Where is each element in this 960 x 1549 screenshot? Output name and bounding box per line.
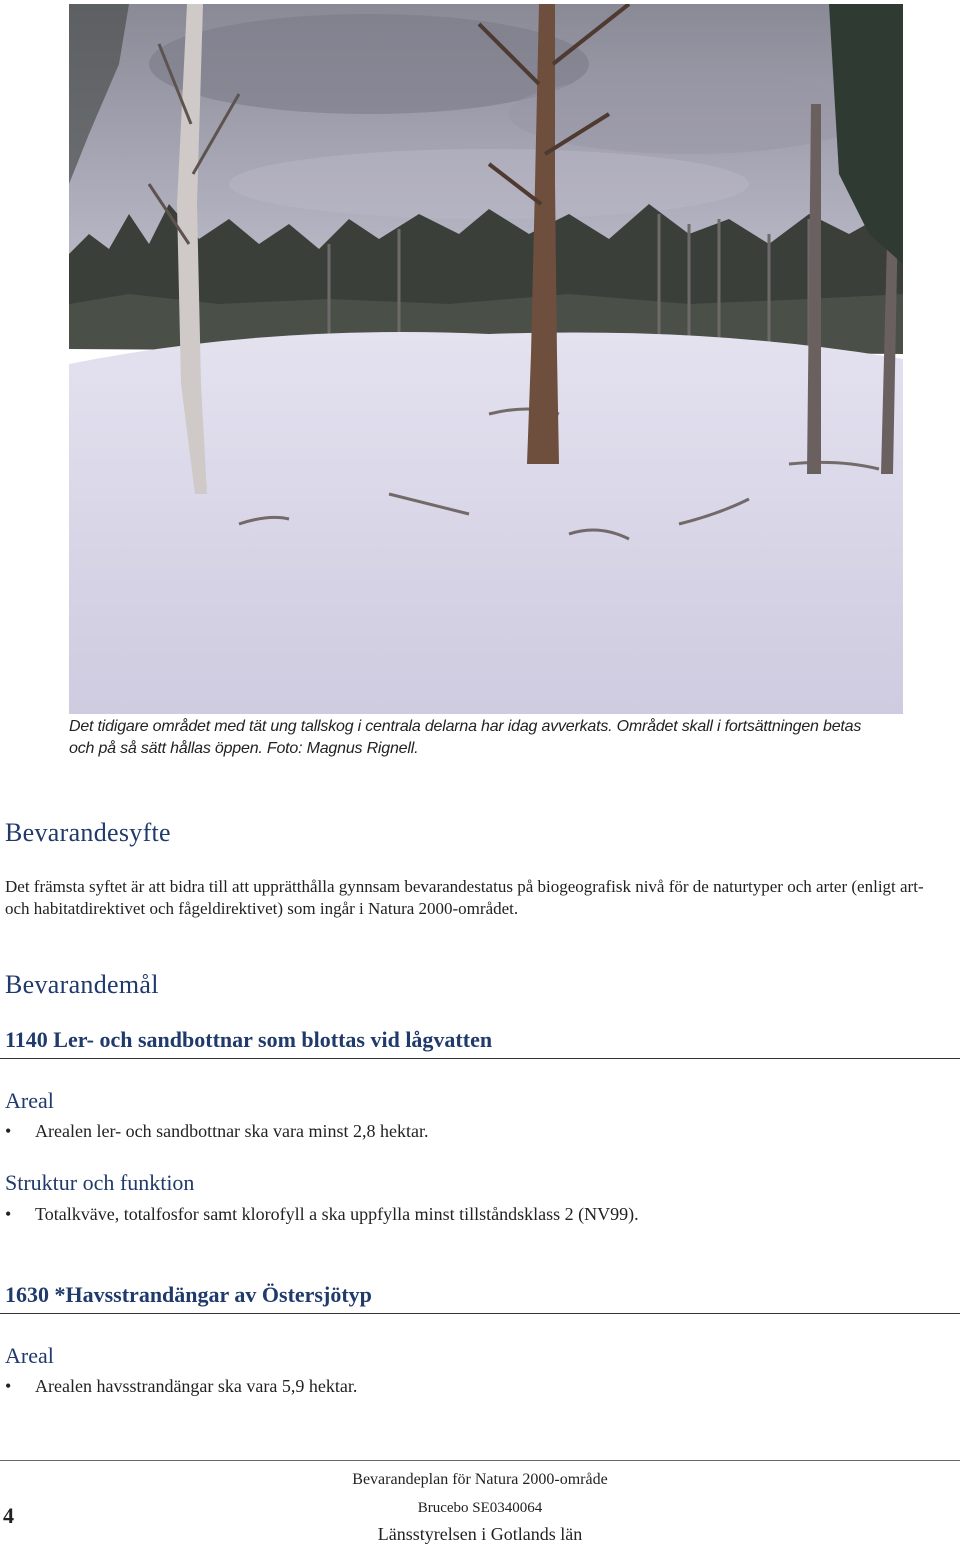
bullet-icon: • — [5, 1204, 12, 1224]
bevarandesyfte-paragraph: Det främsta syftet är att bidra till att upprätthålla gynnsam bevarandestatus på biogeografisk nivå för de naturtyper och arter (enligt art- och habitatdirektivet och fågeldirektivet) som ingår i Natura 2000-området. — [5, 877, 924, 918]
list-item — [5, 1204, 945, 1225]
snowy-forest-photo — [69, 4, 903, 714]
caption-line-1: Det tidigare området med tät ung tallskog i centrala delarna har idag avverkats. Området skall i fortsättningen betas — [69, 718, 862, 735]
page-number: 4 — [3, 1503, 14, 1528]
section-title-1630: 1630 *Havsstrandängar av Östersjötyp — [5, 1282, 372, 1307]
footer-authority: Länsstyrelsen i Gotlands län — [377, 1524, 583, 1544]
photo-caption — [69, 716, 909, 760]
heading-bevarandesyfte: Bevarandesyfte — [5, 818, 171, 847]
section-divider — [0, 1058, 960, 1059]
bullet-icon: • — [5, 1121, 12, 1141]
bullet-text: Totalkväve, totalfosfor samt klorofyll a ska uppfylla minst tillståndsklass 2 (NV99). — [35, 1204, 639, 1224]
list-item — [5, 1121, 945, 1142]
heading-bevarandemal: Bevarandemål — [5, 970, 159, 999]
section-divider — [0, 1313, 960, 1314]
bullet-text: Arealen havsstrandängar ska vara 5,9 hektar. — [35, 1376, 358, 1396]
footer-site-code: Brucebo SE0340064 — [417, 1500, 543, 1516]
areal-heading: Areal — [5, 1088, 54, 1113]
bullet-text: Arealen ler- och sandbottnar ska vara minst 2,8 hektar. — [35, 1121, 429, 1141]
section-title-1140: 1140 Ler- och sandbottnar som blottas vid lågvatten — [5, 1027, 493, 1052]
footer-divider — [0, 1460, 960, 1461]
list-item — [5, 1376, 945, 1397]
footer-plan-title: Bevarandeplan för Natura 2000-område — [352, 1471, 608, 1488]
areal-heading: Areal — [5, 1343, 54, 1368]
struktur-heading: Struktur och funktion — [5, 1170, 195, 1195]
bullet-icon: • — [5, 1376, 12, 1396]
caption-line-2: och på så sätt hållas öppen. Foto: Magnus Rignell. — [69, 740, 419, 757]
